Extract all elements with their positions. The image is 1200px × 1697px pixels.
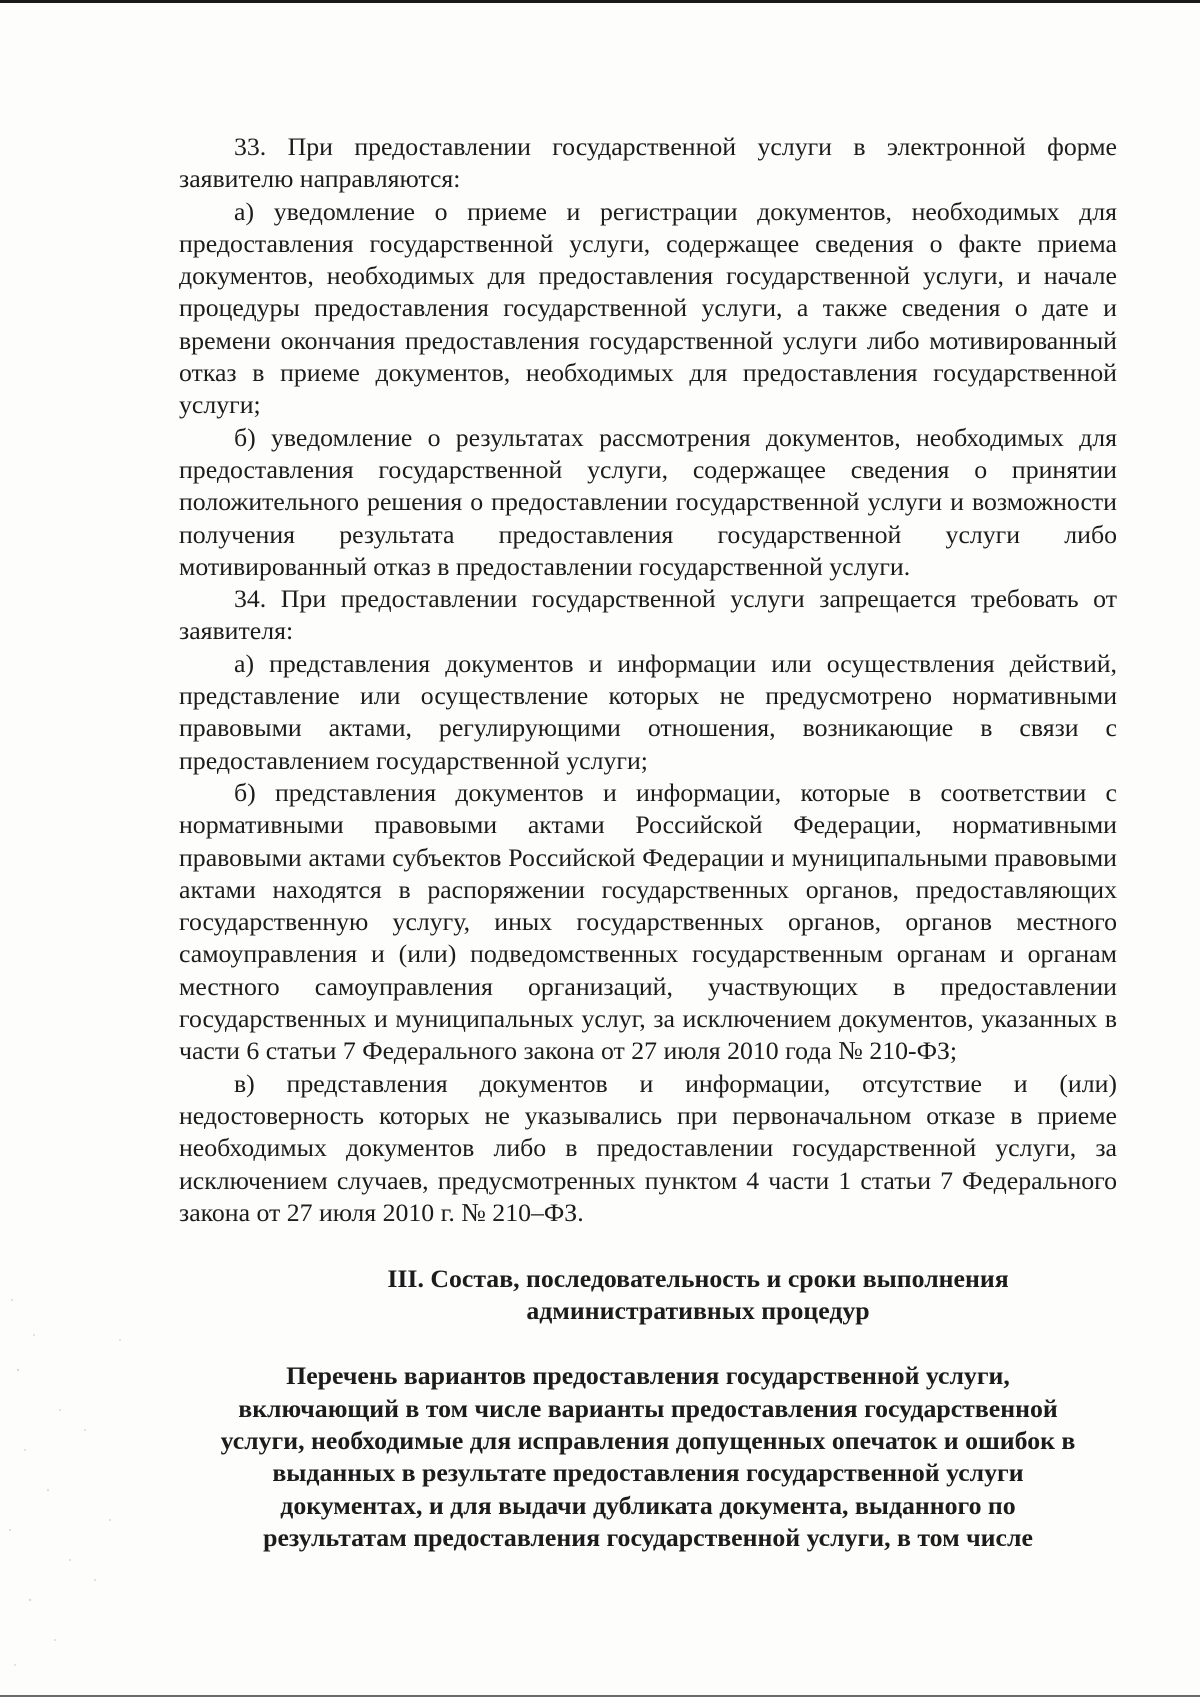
section-title-line: административных процедур	[526, 1296, 870, 1326]
subsection-title	[179, 1360, 1117, 1554]
document-body	[179, 131, 1117, 1555]
paragraph-34: 34. При предоставлении государственной услуги запрещается требовать от заявителя:	[179, 584, 1117, 646]
section-title	[179, 1263, 1117, 1327]
paragraph-33: 33. При предоставлении государственной услуги в электронной форме заявителю направляются:	[179, 132, 1117, 194]
paragraph-33-a: а) уведомление о приеме и регистрации документов, необходимых для предоставления государственной услуги, содержащее сведения о факте приема документов, необходимых для предоставления государственной услуги, и начале процедуры предоставления государственной услуги, а также сведения о дате и времени окончания предоставления государственной услуги либо мотивированный отказ в приеме документов, необходимых для предоставления государственной услуги;	[179, 196, 1117, 420]
paragraph-33-b: б) уведомление о результатах рассмотрения документов, необходимых для предоставления государственной услуги, содержащее сведения о принятии положительного решения о предоставлении государственной услуги и возможности получения результата предоставления государственной услуги либо мотивированный отказ в предоставлении государственной услуги.	[179, 422, 1117, 581]
paragraph-34-b: б) представления документов и информации, которые в соответствии с нормативными правовыми актами Российской Федерации, нормативными правовыми актами субъектов Российской Федерации и муниципальными правовыми актами находятся в распоряжении государственных органов, предоставляющих государственную услугу, иных государственных органов, органов местного самоуправления и (или) подведомственных государственным органам и органам местного самоуправления организаций, участвующих в предоставлении государственных и муниципальных услуг, за исключением документов, указанных в части 6 статьи 7 Федерального закона от 27 июля 2010 года № 210-ФЗ;	[179, 777, 1117, 1066]
subsection-title-line: результатам предоставления государственной услуги, в том числе	[263, 1523, 1033, 1553]
paragraph-34-v: в) представления документов и информации, отсутствие и (или) недостоверность которых не указывались при первоначальном отказе в приеме необходимых документов либо в предоставлении государственной услуги, за исключением случаев, предусмотренных пунктом 4 части 1 статьи 7 Федерального закона от 27 июля 2010 г. № 210–ФЗ.	[179, 1068, 1117, 1227]
paragraph-34-a: а) представления документов и информации или осуществления действий, представление или осуществление которых не предусмотрено нормативными правовыми актами, регулирующими отношения, возникающие в связи с предоставлением государственной услуги;	[179, 648, 1117, 775]
subsection-title-line: выданных в результате предоставления государственной услуги	[272, 1458, 1024, 1488]
scan-top-edge	[0, 0, 1200, 3]
subsection-title-line: Перечень вариантов предоставления государственной услуги,	[286, 1361, 1010, 1391]
section-title-line: III. Состав, последовательность и сроки выполнения	[387, 1264, 1009, 1294]
subsection-title-line: услуги, необходимые для исправления допущенных опечаток и ошибок в	[220, 1425, 1076, 1455]
subsection-title-line: включающий в том числе варианты предоставления государственной	[238, 1393, 1058, 1423]
subsection-title-line: документах, и для выдачи дубликата документа, выданного по	[280, 1490, 1016, 1520]
scan-noise-specks	[0, 1280, 170, 1680]
